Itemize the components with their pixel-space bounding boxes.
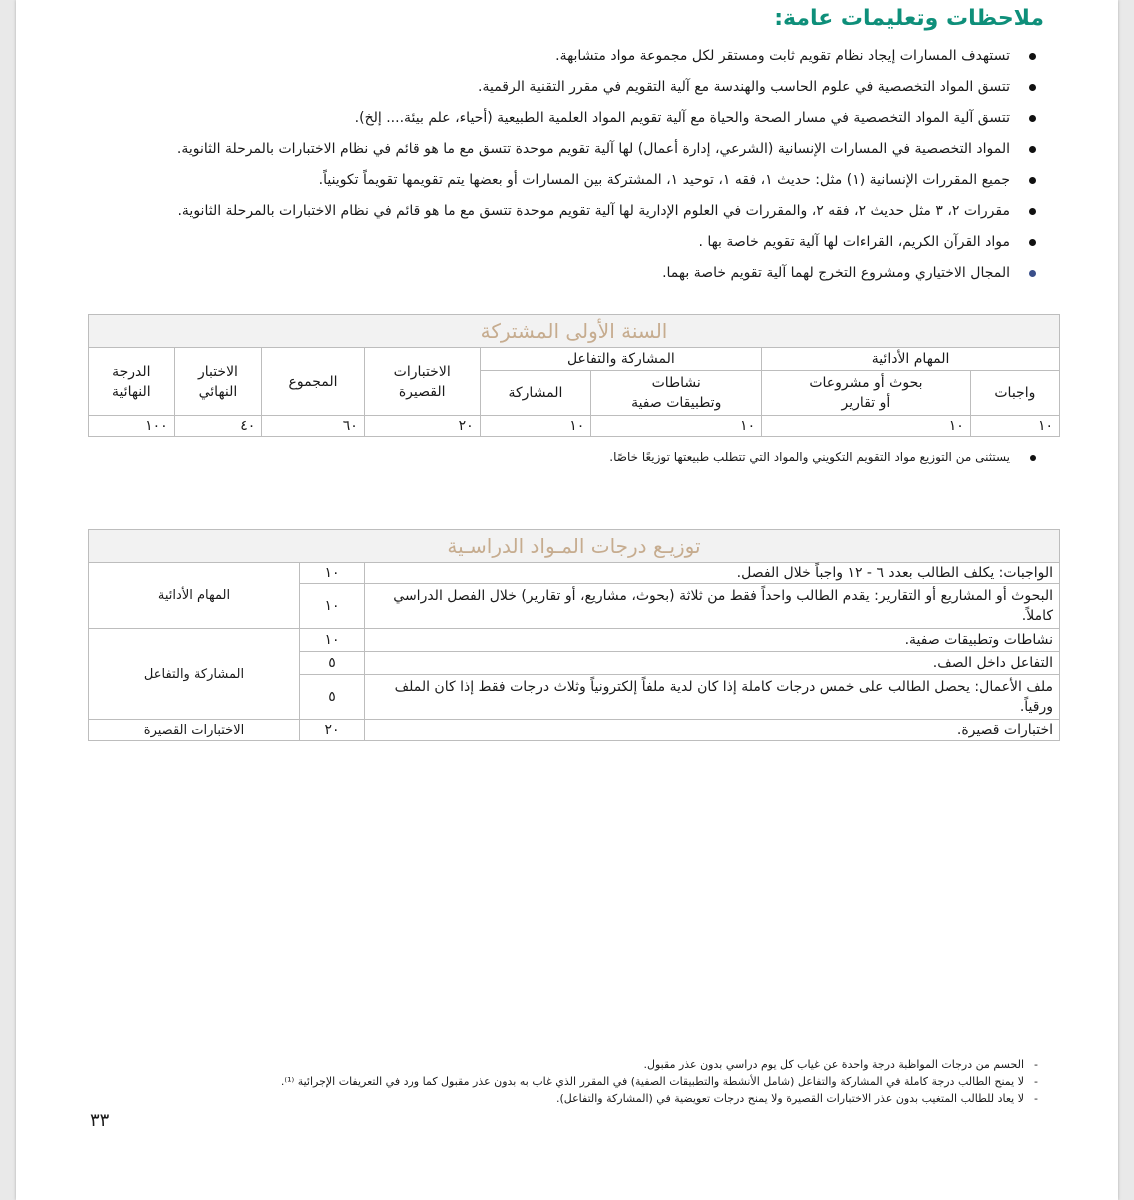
- header-performance-tasks: المهام الأدائية: [762, 348, 1060, 371]
- header-participation-col: المشاركة: [480, 371, 591, 416]
- row-value: ٢٠: [300, 720, 365, 741]
- list-item: المواد التخصصية في المسارات الإنسانية (الشرعي، إدارة أعمال) لها آلية تقويم موحدة تتسق مع ما هو قائم في نظام الاختبارات بالمرحلة الثانوية.: [82, 139, 1042, 170]
- list-item: تتسق المواد التخصصية في علوم الحاسب والهندسة مع آلية التقويم في مقرر التقنية الرقمية.: [82, 77, 1042, 108]
- row-description: نشاطات وتطبيقات صفية.: [365, 629, 1060, 652]
- row-description: ملف الأعمال: يحصل الطالب على خمس درجات كاملة إذا كان لدية ملفاً إلكترونياً وثلاث درجات فقط إذا كان الملف ورقياً.: [365, 675, 1060, 720]
- footnote: - لا يمنح الطالب درجة كاملة في المشاركة والتفاعل (شامل الأنشطة والتطبيقات الصفية) في المقرر الذي غاب به بدون عذر مقبول كما ورد في التعريفات الإجرائية ⁽¹⁾.: [281, 1073, 1042, 1090]
- value-participation: ١٠: [480, 416, 591, 437]
- list-item: تستهدف المسارات إيجاد نظام تقويم ثابت ومستقر لكل مجموعة مواد متشابهة.: [82, 46, 1042, 77]
- row-description: التفاعل داخل الصف.: [365, 652, 1060, 675]
- row-value: ١٠: [300, 563, 365, 584]
- table-title: توزيـع درجات المـواد الدراسـية: [89, 530, 1060, 563]
- row-value: ١٠: [300, 629, 365, 652]
- value-final: ٤٠: [174, 416, 262, 437]
- list-item: جميع المقررات الإنسانية (١) مثل: حديث ١، فقه ١، توحيد ١، المشتركة بين المسارات أو بعضها يتم تقويمها تقويماً تكوينياً.: [82, 170, 1042, 201]
- row-value: ١٠: [300, 584, 365, 629]
- header-participation: المشاركة والتفاعل: [480, 348, 761, 371]
- first-year-table: [88, 314, 1060, 437]
- table-row: [89, 563, 1060, 584]
- value-homework: ١٠: [970, 416, 1059, 437]
- row-description: الواجبات: يكلف الطالب بعدد ٦ - ١٢ واجباً خلال الفصل.: [365, 563, 1060, 584]
- row-value: ٥: [300, 675, 365, 720]
- instructions-list: [82, 46, 1042, 294]
- value-total: ٦٠: [262, 416, 364, 437]
- value-activities: ١٠: [591, 416, 762, 437]
- header-activities: نشاطات وتطبيقات صفية: [591, 371, 762, 416]
- category-participation: المشاركة والتفاعل: [89, 629, 300, 720]
- footnote: - الحسم من درجات المواظبة درجة واحدة عن غياب كل يوم دراسي بدون عذر مقبول.: [281, 1056, 1042, 1073]
- row-description: البحوث أو المشاريع أو التقارير: يقدم الطالب واحداً فقط من ثلاثة (بحوث، مشاريع، أو تقارير) خلال الفصل الدراسي كاملاً.: [365, 584, 1060, 629]
- list-item: مقررات ٢، ٣ مثل حديث ٢، فقه ٢، والمقررات في العلوم الإدارية لها آلية تقويم موحدة تتسق مع ما هو قائم في نظام الاختبارات بالمرحلة الثانوية.: [82, 201, 1042, 232]
- header-final-grade: الدرجة النهائية: [89, 348, 175, 416]
- header-homework: واجبات: [970, 371, 1059, 416]
- value-grade: ١٠٠: [89, 416, 175, 437]
- table-row: [89, 416, 1060, 437]
- page-number: ٣٣: [90, 1110, 110, 1131]
- table-row: [89, 720, 1060, 741]
- list-item: تتسق آلية المواد التخصصية في مسار الصحة والحياة مع آلية تقويم المواد العلمية الطبيعية (أحياء، علم بيئة.... إلخ).: [82, 108, 1042, 139]
- header-total: المجموع: [262, 348, 364, 416]
- list-item: المجال الاختياري ومشروع التخرج لهما آلية تقويم خاصة بهما.: [82, 263, 1042, 294]
- footnote: - لا يعاد للطالب المتغيب بدون عذر الاختبارات القصيرة ولا يمنح درجات تعويضية في (المشاركة والتفاعل).: [281, 1090, 1042, 1107]
- grade-distribution-table: [88, 529, 1060, 741]
- list-item: مواد القرآن الكريم، القراءات لها آلية تقويم خاصة بها .: [82, 232, 1042, 263]
- table-note: يستثنى من التوزيع مواد التقويم التكويني والمواد التي تتطلب طبيعتها توزيعًا خاصًا.: [609, 450, 1042, 464]
- category-quizzes: الاختبارات القصيرة: [89, 720, 300, 741]
- header-quizzes: الاختبارات القصيرة: [364, 348, 480, 416]
- header-final-exam: الاختبار النهائي: [174, 348, 262, 416]
- page-title: ملاحظات وتعليمات عامة:: [774, 6, 1044, 31]
- value-research: ١٠: [762, 416, 971, 437]
- document-page: [16, 0, 1118, 1200]
- table-title: السنة الأولى المشتركة: [89, 315, 1060, 348]
- category-performance: المهام الأدائية: [89, 563, 300, 629]
- row-description: اختبارات قصيرة.: [365, 720, 1060, 741]
- row-value: ٥: [300, 652, 365, 675]
- table-row: [89, 629, 1060, 652]
- footnotes: [281, 1056, 1042, 1107]
- header-research: بحوث أو مشروعات أو تقارير: [762, 371, 971, 416]
- value-quizzes: ٢٠: [364, 416, 480, 437]
